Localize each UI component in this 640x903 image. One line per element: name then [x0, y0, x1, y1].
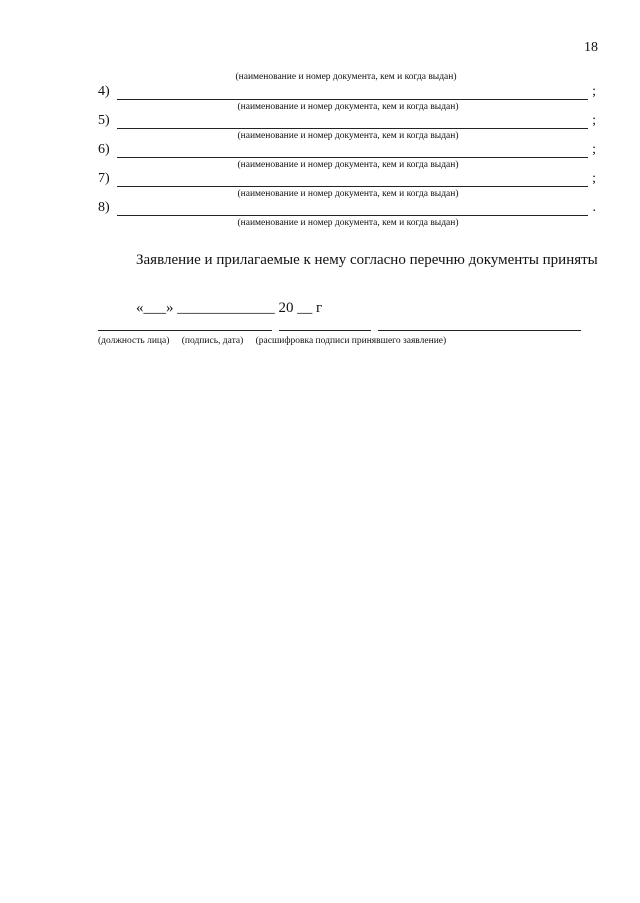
position-blank-line	[98, 330, 272, 331]
entry-number: 7)	[98, 171, 110, 186]
entry-punctuation: ;	[592, 84, 596, 99]
entry-punctuation: ;	[592, 171, 596, 186]
position-caption: (должность лица)	[98, 336, 170, 346]
document-caption-top: (наименование и номер документа, кем и когда выдан)	[235, 72, 457, 82]
signature-blank-line	[279, 330, 371, 331]
entry-caption: (наименование и номер документа, кем и когда выдан)	[237, 189, 459, 199]
entry-punctuation: ;	[592, 113, 596, 128]
entry-caption: (наименование и номер документа, кем и когда выдан)	[237, 102, 459, 112]
entry-number: 5)	[98, 113, 110, 128]
signature-lines	[98, 318, 598, 332]
document-entry-7	[98, 171, 596, 199]
document-entry-5	[98, 113, 596, 141]
document-entry-6	[98, 142, 596, 170]
page-number: 18	[584, 40, 598, 55]
document-entry-8	[98, 200, 596, 228]
acceptance-statement: Заявление и прилагаемые к нему согласно перечню документы приняты	[136, 252, 598, 268]
entry-caption: (наименование и номер документа, кем и когда выдан)	[237, 160, 459, 170]
entry-blank-line	[117, 186, 588, 187]
entry-caption: (наименование и номер документа, кем и когда выдан)	[237, 218, 459, 228]
entry-number: 4)	[98, 84, 110, 99]
signature-caption: (подпись, дата)	[181, 336, 244, 346]
decoding-blank-line	[378, 330, 581, 331]
signature-captions	[98, 336, 456, 346]
entry-blank-line	[117, 99, 588, 100]
entry-punctuation: .	[592, 200, 596, 215]
entry-punctuation: ;	[592, 142, 596, 157]
entry-blank-line	[117, 215, 588, 216]
entry-blank-line	[117, 157, 588, 158]
entry-caption: (наименование и номер документа, кем и когда выдан)	[237, 131, 459, 141]
date-line: «___» _____________ 20 __ г	[136, 300, 323, 316]
entry-number: 6)	[98, 142, 110, 157]
document-entry-4	[98, 84, 596, 112]
entry-blank-line	[117, 128, 588, 129]
entry-number: 8)	[98, 200, 110, 215]
decoding-caption: (расшифровка подписи принявшего заявление)	[255, 336, 447, 346]
